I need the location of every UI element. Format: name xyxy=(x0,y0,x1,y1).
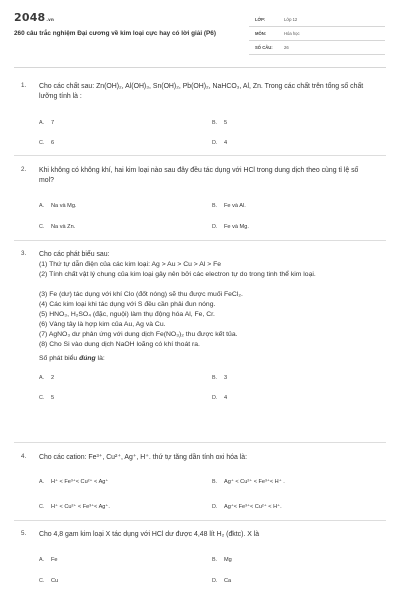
question-number: 4. xyxy=(21,453,27,460)
option-b[interactable] xyxy=(212,375,227,381)
option-letter: B. xyxy=(212,375,218,381)
option-text: H⁺ < Cu²⁺ < Fe³⁺< Ag⁺. xyxy=(51,504,110,510)
option-d[interactable] xyxy=(212,578,231,584)
option-letter: D. xyxy=(212,224,218,230)
question-number: 2. xyxy=(21,166,27,173)
option-b[interactable] xyxy=(212,479,285,485)
meta-value: 26 xyxy=(284,45,289,50)
statement-7: (7) AgNO₃ dư phản ứng với dung dịch Fe(NO₃)₂ thu được kết tủa. xyxy=(39,331,238,338)
option-d[interactable] xyxy=(212,140,227,146)
question-prompt xyxy=(39,354,379,364)
option-a[interactable] xyxy=(39,479,108,485)
meta-value: Lớp 12 xyxy=(284,17,298,22)
option-c[interactable] xyxy=(39,395,54,401)
option-text: Fe và Mg. xyxy=(224,224,249,230)
site-logo[interactable] xyxy=(14,11,54,24)
question-number: 1. xyxy=(21,82,27,89)
option-a[interactable] xyxy=(39,375,54,381)
option-text: 2 xyxy=(51,375,55,381)
option-d[interactable] xyxy=(212,504,282,510)
option-letter: C. xyxy=(39,224,45,230)
option-text: 4 xyxy=(224,395,228,401)
option-letter: A. xyxy=(39,120,45,126)
option-text: 5 xyxy=(224,120,228,126)
option-letter: A. xyxy=(39,479,45,485)
meta-key: SỐ CÂU: xyxy=(255,45,273,50)
option-text: Fe và Al. xyxy=(224,203,246,209)
option-text: Ag⁺ < Cu²⁺ < Fe³⁺< H⁺ . xyxy=(224,479,285,485)
option-letter: A. xyxy=(39,375,45,381)
statement-1: (1) Thứ tự dẫn điện của các kim loại: Ag > Au > Cu > Al > Fe xyxy=(39,261,222,268)
option-a[interactable] xyxy=(39,120,54,126)
option-letter: B. xyxy=(212,203,218,209)
question-text: Cho các chất sau: Zn(OH)₂, Al(OH)₃, Sn(OH)₂, Pb(OH)₂, NaHCO₃, Al, Zn. Trong các chất trên tổng số chất lưỡng tính là : xyxy=(39,83,364,100)
meta-row-class xyxy=(249,14,385,27)
question-2 xyxy=(14,166,386,236)
question-text: Cho các cation: Fe³⁺, Cu²⁺, Ag⁺, H⁺. thứ tự tăng dần tính oxi hóa là: xyxy=(39,454,248,461)
worksheet-title: 260 câu trắc nghiệm Đại cương về kim loại cực hay có lời giải (P6) xyxy=(14,30,216,37)
statement-2: (2) Tính chất vật lý chung của kim loại gây nên bởi các electron tự do trong tinh thể kim loại. xyxy=(39,271,316,278)
option-text: Ag⁺< Fe³⁺< Cu²⁺ < H⁺. xyxy=(224,504,282,510)
option-letter: C. xyxy=(39,504,45,510)
option-text: Ca xyxy=(224,578,232,584)
option-text: Na và Zn. xyxy=(51,224,76,230)
option-letter: B. xyxy=(212,479,218,485)
statement-5: (5) HNO₃, H₂SO₄ (đặc, nguội) làm thụ động hóa Al, Fe, Cr. xyxy=(39,311,215,318)
question-5 xyxy=(14,530,386,596)
worksheet-header xyxy=(0,0,400,62)
question-number: 3. xyxy=(21,250,27,257)
question-text: Cho 4,8 gam kim loại X tác dụng với HCl dư được 4,48 lít H₂ (đktc). X là xyxy=(39,531,260,538)
option-a[interactable] xyxy=(39,203,77,209)
option-c[interactable] xyxy=(39,140,54,146)
option-c[interactable] xyxy=(39,504,110,510)
option-text: Cu xyxy=(51,578,59,584)
meta-key: MÔN: xyxy=(255,31,267,36)
option-letter: D. xyxy=(212,395,218,401)
prompt-prefix: Số phát biểu xyxy=(39,355,80,362)
option-letter: D. xyxy=(212,504,218,510)
meta-row-count xyxy=(249,42,385,55)
option-text: Fe xyxy=(51,557,58,563)
question-divider xyxy=(14,155,386,156)
question-4 xyxy=(14,453,386,518)
option-text: 4 xyxy=(224,140,228,146)
option-b[interactable] xyxy=(212,203,246,209)
question-1 xyxy=(14,82,386,162)
meta-row-subject xyxy=(249,28,385,41)
option-letter: D. xyxy=(212,140,218,146)
option-letter: B. xyxy=(212,120,218,126)
question-divider xyxy=(14,240,386,241)
option-c[interactable] xyxy=(39,578,58,584)
option-text: Na và Mg. xyxy=(51,203,77,209)
statement-3: (3) Fe (dư) tác dụng với khí Clo (đốt nóng) sẽ thu được muối FeCl₂. xyxy=(39,291,243,298)
question-divider xyxy=(14,442,386,443)
option-letter: A. xyxy=(39,203,45,209)
prompt-suffix: là: xyxy=(95,355,105,362)
option-letter: A. xyxy=(39,557,45,563)
option-letter: D. xyxy=(212,578,218,584)
header-divider xyxy=(14,67,386,68)
option-text: Mg xyxy=(224,557,232,563)
statement-8: (8) Cho Si vào dung dịch NaOH loãng có khí thoát ra. xyxy=(39,341,200,348)
prompt-emphasis: đúng xyxy=(79,355,96,362)
statement-4: (4) Các kim loại khi tác dụng với S đều cần phải đun nóng. xyxy=(39,301,216,308)
option-text: 6 xyxy=(51,140,55,146)
option-a[interactable] xyxy=(39,557,58,563)
option-letter: C. xyxy=(39,395,45,401)
logo-text: 2048 xyxy=(14,11,46,24)
option-c[interactable] xyxy=(39,224,75,230)
logo-suffix: .vn xyxy=(46,17,54,22)
option-b[interactable] xyxy=(212,120,227,126)
meta-key: LỚP: xyxy=(255,17,266,22)
option-letter: B. xyxy=(212,557,218,563)
option-d[interactable] xyxy=(212,395,227,401)
option-text: 5 xyxy=(51,395,55,401)
option-text: H⁺ < Fe³⁺< Cu²⁺ < Ag⁺ xyxy=(51,479,109,485)
meta-value: Hóa học xyxy=(284,31,300,36)
option-letter: C. xyxy=(39,578,45,584)
question-text: Khi không có không khí, hai kim loại nào sau đây đều tác dụng với HCl trong dung dịch theo cùng tỉ lệ số mol? xyxy=(39,167,359,184)
option-d[interactable] xyxy=(212,224,249,230)
option-letter: C. xyxy=(39,140,45,146)
statement-6: (6) Vàng tây là hợp kim của Au, Ag và Cu. xyxy=(39,321,166,328)
question-number: 5. xyxy=(21,530,27,537)
question-text: Cho các phát biểu sau: xyxy=(39,251,110,258)
option-text: 3 xyxy=(224,375,228,381)
option-b[interactable] xyxy=(212,557,232,563)
option-text: 7 xyxy=(51,120,55,126)
question-3 xyxy=(14,250,386,440)
question-divider xyxy=(14,520,386,521)
